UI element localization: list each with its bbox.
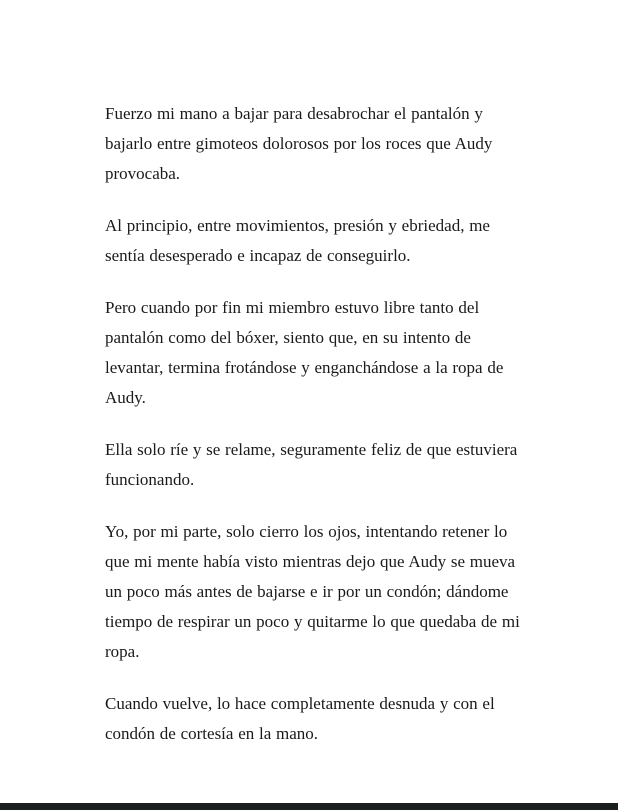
paragraph: Yo, por mi parte, solo cierro los ojos, intentando retener lo que mi mente había visto mientras dejo que Audy se mueva un poco más antes de bajarse e ir por un condón; dándome tiempo de respirar un poco y quitarme lo que quedaba de mi ropa. [105, 522, 520, 661]
paragraph: Ella solo ríe y se relame, seguramente feliz de que estuviera funcionando. [105, 440, 518, 489]
paragraph: Pero cuando por fin mi miembro estuvo libre tanto del pantalón como del bóxer, siento que, en su intento de levantar, termina frotándose y enganchándose a la ropa de Audy. [105, 298, 504, 407]
bottom-edge-bar [0, 803, 618, 810]
paragraph: Fuerzo mi mano a bajar para desabrochar el pantalón y bajarlo entre gimoteos dolorosos por los roces que Audy provocaba. [105, 104, 493, 183]
paragraph: Al principio, entre movimientos, presión y ebriedad, me sentía desesperado e incapaz de conseguirlo. [105, 216, 490, 265]
paragraph-list [105, 99, 523, 771]
paragraph: Cuando vuelve, lo hace completamente desnuda y con el condón de cortesía en la mano. [105, 694, 495, 743]
